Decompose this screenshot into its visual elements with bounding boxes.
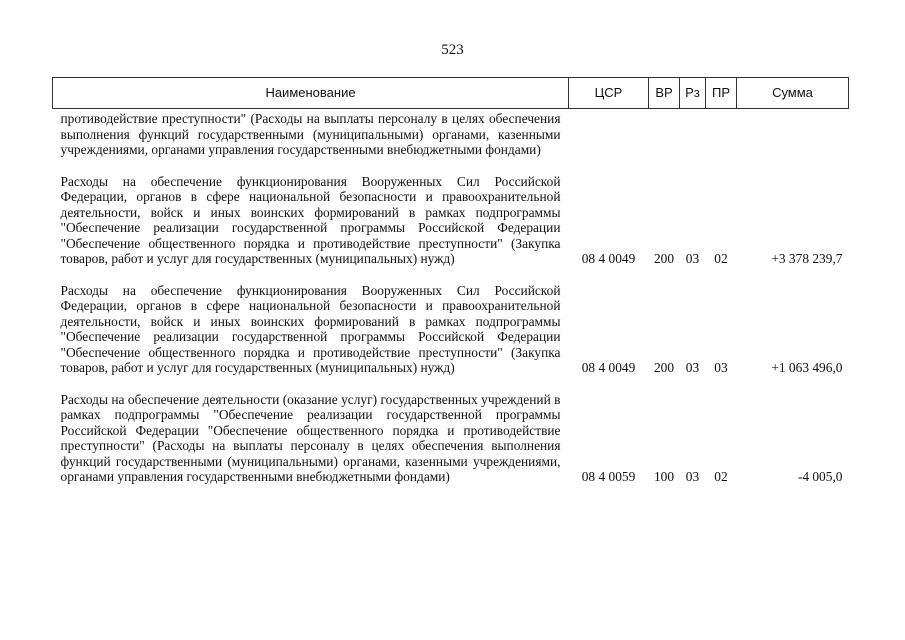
row-name: Расходы на обеспечение функционирования Вооруженных Сил Российской Федерации, органов в сфере национальной безопасности и правоохранительной деятельности, войск и иных воинских формирований в рамках подпрограммы "Обеспечение реализации государственной программы Российской Федерации "Обеспечение общественного порядка и противодействие преступности" (Закупка товаров, работ и услуг для государственных (муниципальных) нужд) (60, 173, 561, 266)
row-pr: 02 (714, 251, 728, 266)
row-pr: 03 (714, 360, 728, 375)
row-sum: -4 005,0 (797, 469, 843, 484)
table-header-row (53, 78, 849, 109)
row-vr: 100 (653, 469, 675, 484)
page-number: 523 (441, 42, 464, 58)
row-vr: 200 (653, 360, 675, 375)
row-sum (737, 109, 849, 158)
row-rz: 03 (685, 469, 700, 484)
table-row (53, 174, 849, 267)
header-sum: Сумма (737, 78, 849, 109)
header-rz: Рз (680, 78, 706, 109)
row-sum: +3 378 239,7 (771, 251, 843, 266)
header-name: Наименование (53, 78, 569, 109)
row-pr (706, 109, 737, 158)
row-rz: 03 (685, 251, 700, 266)
row-vr (649, 109, 680, 158)
row-spacer (53, 376, 849, 392)
row-spacer (53, 267, 849, 283)
row-csr: 08 4 0049 (581, 251, 636, 266)
header-pr: ПР (706, 78, 737, 109)
row-csr: 08 4 0059 (581, 469, 636, 484)
row-spacer (53, 158, 849, 174)
header-vr: ВР (649, 78, 680, 109)
row-name: Расходы на обеспечение деятельности (оказание услуг) государственных учреждений в рамках подпрограммы "Обеспечение реализации государственной программы Российской Федерации "Обеспечение общественного порядка и противодействие преступности" (Расходы на выплаты персоналу в целях обеспечения выполнения функций государственными (муниципальными) органами, казенными учреждениями, органами управления государственными внебюджетными фондами) (60, 391, 561, 484)
row-vr: 200 (653, 251, 675, 266)
row-name: противодействие преступности" (Расходы на выплаты персоналу в целях обеспечения выполнения функций государственными (муниципальными) органами, казенными учреждениями, органами управления государственными внебюджетными фондами) (60, 111, 561, 157)
row-rz: 03 (685, 360, 700, 375)
row-csr: 08 4 0049 (581, 360, 636, 375)
header-csr: ЦСР (569, 78, 649, 109)
table-row (53, 283, 849, 376)
budget-table (52, 77, 849, 485)
row-rz (680, 109, 706, 158)
row-sum: +1 063 496,0 (771, 360, 843, 375)
table-row (53, 392, 849, 485)
row-csr (569, 109, 649, 158)
table-row (53, 109, 849, 158)
row-name: Расходы на обеспечение функционирования Вооруженных Сил Российской Федерации, органов в сфере национальной безопасности и правоохранительной деятельности, войск и иных воинских формирований в рамках подпрограммы "Обеспечение реализации государственной программы Российской Федерации "Обеспечение общественного порядка и противодействие преступности" (Закупка товаров, работ и услуг для государственных (муниципальных) нужд) (60, 282, 561, 375)
row-pr: 02 (714, 469, 728, 484)
